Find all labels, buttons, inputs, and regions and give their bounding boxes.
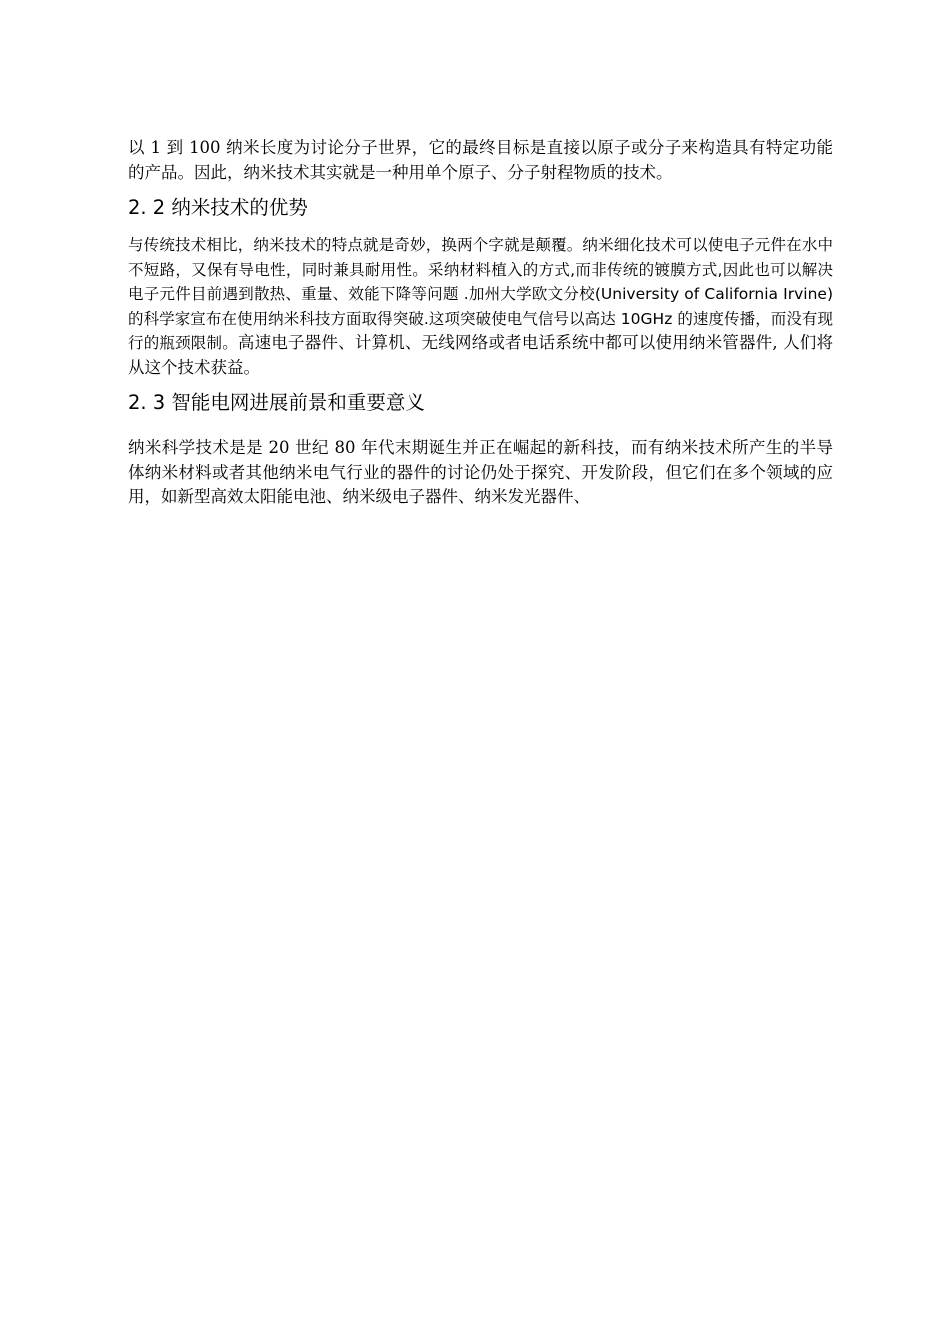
section-heading: 2. 2 纳米技术的优势 xyxy=(128,196,308,219)
document-page xyxy=(128,136,833,510)
paragraph-text-sans: 与传统技术相比，纳米技术的特点就是奇妙，换两个字就是颠覆。纳米细化技术可以使电子元件在水中不短路，又保有导电性，同时兼具耐用性。采纳材料植入的方式,而非传统的镀膜方式,因此也可以解决电子元件目前遇到散热、重量、效能下降等问题 .加州大学欧文分校(University of California Irvine)的科学家宣布在使用纳米科技方面取得突破.这项突破使电气信号以高达 10GHz 的速度传播，而没有现行的瓶颈限制。 xyxy=(128,236,833,352)
body-paragraph: 纳米科学技术是是 20 世纪 80 年代末期诞生并正在崛起的新科技，而有纳米技术所产生的半导体纳米材料或者其他纳米电气行业的器件的讨论仍处于探究、开发阶段，但它们在多个领域的应用，如新型高效太阳能电池、纳米级电子器件、纳米发光器件、 xyxy=(128,438,833,506)
body-paragraph: 以 1 到 100 纳米长度为讨论分子世界，它的最终目标是直接以原子或分子来构造具有特定功能的产品。因此，纳米技术其实就是一种用单个原子、分子射程物质的技术。 xyxy=(128,138,833,182)
body-paragraph xyxy=(128,233,833,380)
section-heading: 2. 3 智能电网进展前景和重要意义 xyxy=(128,391,425,414)
paragraph-text-serif: 高速电子器件、计算机、无线网络或者电话系统中都可以使用纳米管器件, 人们将从这个技术获益。 xyxy=(128,333,833,377)
